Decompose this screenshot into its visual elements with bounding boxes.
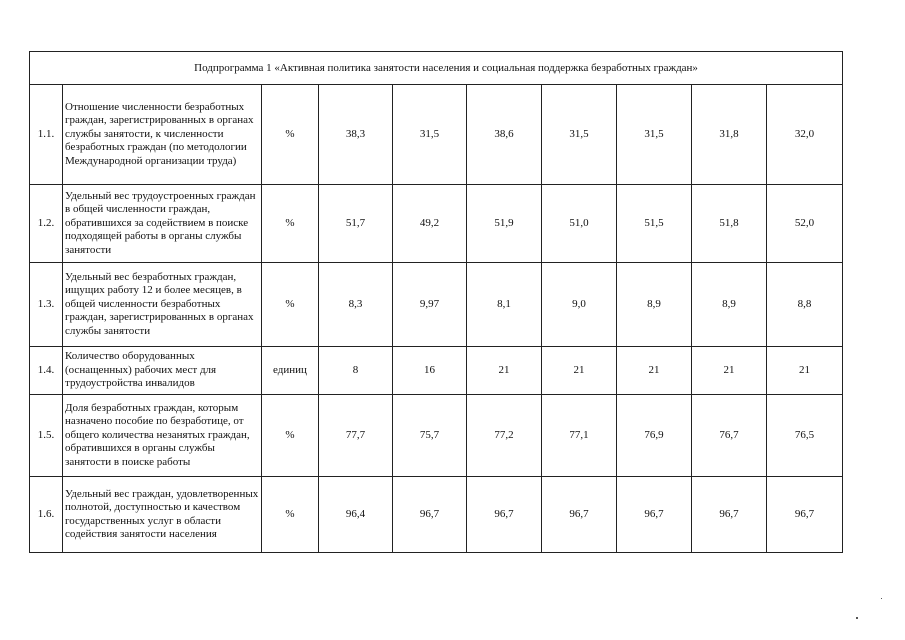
value-cell: 8,9 [692, 263, 767, 347]
value-cell: 49,2 [393, 185, 467, 263]
scan-speck [856, 617, 858, 619]
value-cell: 21 [467, 347, 542, 395]
row-number: 1.3. [30, 263, 63, 347]
value-cell: 16 [393, 347, 467, 395]
value-cell: 77,1 [542, 395, 617, 477]
indicator-name: Количество оборудованных (оснащенных) рабочих мест для трудоустройства инвалидов [63, 347, 262, 395]
unit-cell: % [262, 85, 319, 185]
subprogram-header-row [30, 52, 843, 85]
value-cell: 51,5 [617, 185, 692, 263]
value-cell: 96,7 [542, 477, 617, 553]
value-cell: 77,2 [467, 395, 542, 477]
indicator-name: Удельный вес трудоустроенных граждан в общей численности граждан, обратившихся за содействием в поиске подходящей работы в органы службы занятости [63, 185, 262, 263]
value-cell: 51,8 [692, 185, 767, 263]
value-cell: 8,9 [617, 263, 692, 347]
value-cell: 21 [542, 347, 617, 395]
value-cell: 51,7 [319, 185, 393, 263]
scan-speck [881, 598, 882, 599]
indicator-name: Доля безработных граждан, которым назначено пособие по безработице, от общего количества незанятых граждан, обратившихся в органы службы занятости в поиске работы [63, 395, 262, 477]
value-cell: 32,0 [767, 85, 843, 185]
table-row [30, 263, 843, 347]
table-row [30, 185, 843, 263]
value-cell: 96,7 [692, 477, 767, 553]
table-row [30, 395, 843, 477]
value-cell: 31,5 [393, 85, 467, 185]
subprogram-title: Подпрограмма 1 «Активная политика занятости населения и социальная поддержка безработных граждан» [30, 52, 843, 85]
value-cell: 75,7 [393, 395, 467, 477]
unit-cell: единиц [262, 347, 319, 395]
unit-cell: % [262, 185, 319, 263]
row-number: 1.1. [30, 85, 63, 185]
value-cell: 8,3 [319, 263, 393, 347]
table-row [30, 85, 843, 185]
unit-cell: % [262, 395, 319, 477]
indicator-name: Удельный вес граждан, удовлетворенных полнотой, доступностью и качеством государственных услуг в области содействия занятости населения [63, 477, 262, 553]
value-cell: 21 [692, 347, 767, 395]
value-cell: 76,7 [692, 395, 767, 477]
value-cell: 21 [767, 347, 843, 395]
row-number: 1.5. [30, 395, 63, 477]
row-number: 1.4. [30, 347, 63, 395]
value-cell: 31,8 [692, 85, 767, 185]
indicator-name: Удельный вес безработных граждан, ищущих работу 12 и более месяцев, в общей численности безработных граждан, зарегистрированных в органах службы занятости [63, 263, 262, 347]
value-cell: 77,7 [319, 395, 393, 477]
table-row [30, 477, 843, 553]
value-cell: 96,4 [319, 477, 393, 553]
value-cell: 8,8 [767, 263, 843, 347]
unit-cell: % [262, 477, 319, 553]
value-cell: 76,9 [617, 395, 692, 477]
value-cell: 51,9 [467, 185, 542, 263]
program-indicators-table [29, 51, 842, 553]
value-cell: 9,97 [393, 263, 467, 347]
value-cell: 8 [319, 347, 393, 395]
value-cell: 8,1 [467, 263, 542, 347]
value-cell: 96,7 [767, 477, 843, 553]
row-number: 1.6. [30, 477, 63, 553]
value-cell: 96,7 [617, 477, 692, 553]
indicators-table [29, 51, 843, 553]
value-cell: 38,3 [319, 85, 393, 185]
value-cell: 51,0 [542, 185, 617, 263]
value-cell: 52,0 [767, 185, 843, 263]
indicator-name: Отношение численности безработных граждан, зарегистрированных в органах службы занятости, к численности безработных граждан (по методологии Международной организации труда) [63, 85, 262, 185]
value-cell: 38,6 [467, 85, 542, 185]
value-cell: 31,5 [617, 85, 692, 185]
row-number: 1.2. [30, 185, 63, 263]
table-row [30, 347, 843, 395]
value-cell: 31,5 [542, 85, 617, 185]
unit-cell: % [262, 263, 319, 347]
value-cell: 96,7 [393, 477, 467, 553]
value-cell: 21 [617, 347, 692, 395]
value-cell: 9,0 [542, 263, 617, 347]
value-cell: 76,5 [767, 395, 843, 477]
value-cell: 96,7 [467, 477, 542, 553]
